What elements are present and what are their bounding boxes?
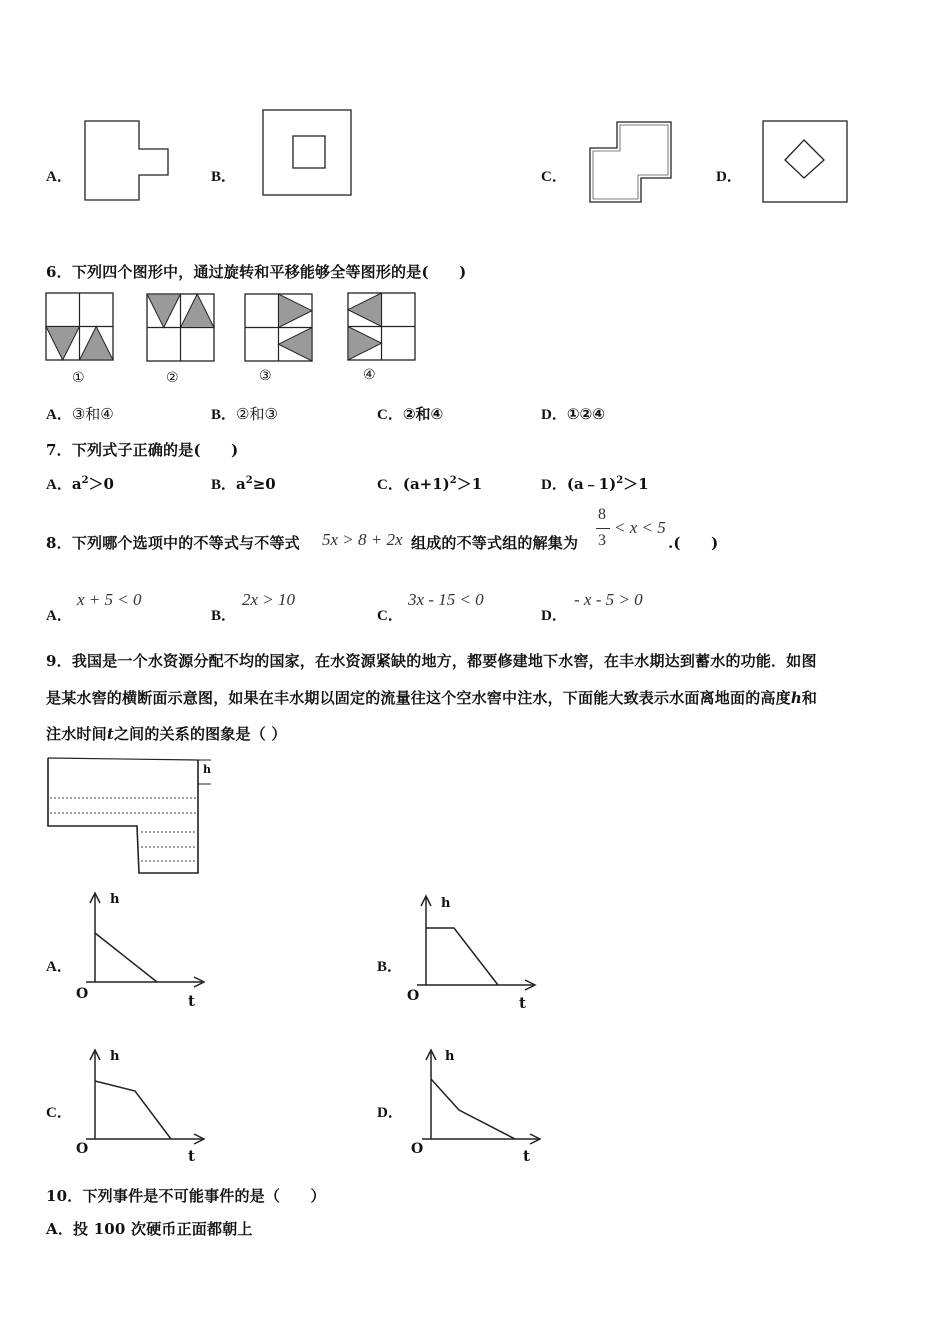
q6-figure-label-4: ④ [363, 367, 376, 383]
q7-option-c-base: (a+1) [402, 475, 450, 493]
q5-option-a-label: A． [46, 169, 72, 185]
q6-figure-label-3: ③ [259, 368, 272, 384]
q7-option-b-base: a [236, 475, 246, 493]
q6-option-d-text: ①②④ [566, 405, 605, 423]
q8-option-d-expr[interactable]: - x - 5 > 0 [574, 590, 643, 609]
q9-line-3-b: 之间的关系的图象是（ ） [113, 725, 287, 743]
q7-option-c-rest: ＞1 [456, 475, 483, 493]
q9-line-3-a: 注水时间 [46, 725, 107, 743]
t-shape-figure [84, 120, 174, 205]
diamond-in-square-figure [762, 120, 850, 204]
q7-option-b-rest: ≥0 [252, 475, 276, 493]
q6-figure-3 [244, 293, 314, 363]
q8-stem-prefix: 8．下列哪个选项中的不等式与不等式 [46, 534, 300, 552]
q7-option-b[interactable] [211, 473, 276, 494]
q9-line-2-a: 是某水窖的横断面示意图，如果在丰水期以固定的流量往这个空水窖中注水，下面能大致表示水面离地面的高度 [46, 689, 791, 707]
q8-option-c-expr[interactable]: 3x - 15 < 0 [408, 590, 484, 609]
q6-figure-1 [45, 292, 115, 362]
q9-graph-d-h: h [445, 1049, 455, 1064]
q8-frac-den: 3 [598, 532, 606, 549]
q8-frac-num: 8 [598, 506, 606, 523]
q6-figure-2 [146, 293, 216, 363]
square-in-square-figure [262, 109, 354, 197]
q9-line-1: 9．我国是一个水资源分配不均的国家，在水资源紧缺的地方，都要修建地下水窖，在丰水期达到蓄水的功能．如图 [46, 652, 817, 670]
q7-option-d-base: (a﹣1) [566, 475, 617, 493]
q5-option-d-label: D． [716, 169, 742, 185]
q6-option-d[interactable] [541, 403, 605, 424]
q8-frac-bar [596, 528, 610, 529]
q9-option-d-label[interactable]: D． [377, 1105, 403, 1121]
q9-graph-c-o: O [76, 1141, 89, 1157]
q7-option-d-rest: ＞1 [623, 475, 649, 493]
q9-graph-a-t: t [188, 992, 195, 1010]
q9-graph-a-h: h [110, 892, 120, 907]
q8-option-d-label: D． [541, 608, 567, 624]
q8-inequality: 5x > 8 + 2x [322, 530, 403, 549]
q7-option-d-exp: 2 [616, 475, 624, 486]
q9-diagram-h-label: h [203, 763, 211, 776]
q10-stem: 10．下列事件是不可能事件的是（ ） [46, 1187, 326, 1205]
q9-graph-c [78, 1045, 208, 1155]
q7-option-a-base: a [71, 475, 82, 493]
q6-option-a-text: ③和④ [71, 405, 114, 423]
q9-graph-d-t: t [523, 1147, 530, 1165]
offset-squares-figure [588, 121, 676, 207]
q6-option-a[interactable] [46, 403, 114, 424]
q6-figure-label-1: ① [72, 370, 85, 386]
q6-stem: 6．下列四个图形中，通过旋转和平移能够全等图形的是( ) [46, 263, 467, 281]
q7-option-d-label: D． [541, 477, 567, 493]
q9-graph-b [409, 893, 539, 1003]
q9-graph-a [78, 890, 208, 1000]
q6-option-b-text: ②和③ [236, 405, 278, 423]
q7-option-a-label: A． [46, 477, 72, 493]
q9-graph-b-t: t [519, 994, 526, 1012]
q9-line-2-b: 和 [801, 689, 818, 707]
q7-option-c-exp: 2 [449, 475, 457, 486]
q9-line-2-var: h [790, 689, 802, 707]
q10-option-a[interactable]: A．投 100 次硬币正面都朝上 [46, 1220, 253, 1238]
q9-graph-d [414, 1045, 544, 1155]
q9-graph-d-o: O [411, 1141, 424, 1157]
q9-graph-b-h: h [441, 896, 451, 911]
q9-option-c-label[interactable]: C． [46, 1105, 72, 1121]
q6-option-c[interactable] [377, 403, 443, 424]
q6-option-c-label: C． [377, 407, 403, 423]
q9-graph-c-h: h [110, 1049, 120, 1064]
q9-graph-b-o: O [407, 988, 420, 1004]
q9-line-2 [46, 687, 817, 708]
q9-graph-a-o: O [76, 986, 89, 1002]
q7-option-b-exp: 2 [245, 475, 253, 486]
q7-stem: 7．下列式子正确的是( ) [46, 441, 239, 459]
q8-solution-tail: < x < 5 [614, 518, 666, 537]
q6-option-c-text: ②和④ [402, 405, 444, 423]
q6-figure-label-2: ② [166, 370, 179, 386]
q8-option-c-label: C． [377, 608, 403, 624]
q6-option-a-label: A． [46, 407, 72, 423]
q7-option-b-label: B． [211, 477, 237, 493]
q8-option-a-expr[interactable]: x + 5 < 0 [77, 590, 142, 609]
q8-option-a-label: A． [46, 608, 72, 624]
q9-line-3-var: t [106, 725, 114, 743]
q9-graph-c-t: t [188, 1147, 195, 1165]
q6-option-b-label: B． [211, 407, 237, 423]
q7-option-a-rest: ＞0 [88, 475, 114, 493]
q7-option-d[interactable] [541, 473, 649, 494]
q7-option-a[interactable] [46, 473, 114, 494]
q5-option-b-label: B． [211, 169, 237, 185]
q8-stem-suffix: .( ) [668, 534, 719, 552]
q8-stem-middle: 组成的不等式组的解集为 [411, 534, 579, 552]
q6-option-d-label: D． [541, 407, 567, 423]
q9-option-a-label[interactable]: A． [46, 959, 72, 975]
q7-option-c-label: C． [377, 477, 403, 493]
q6-option-b[interactable] [211, 403, 278, 424]
q7-option-c[interactable] [377, 473, 482, 494]
q9-line-3 [46, 723, 287, 744]
q7-option-a-exp: 2 [81, 475, 89, 486]
q5-option-c-label: C． [541, 169, 567, 185]
q8-option-b-expr[interactable]: 2x > 10 [242, 590, 296, 609]
water-cellar-diagram [46, 757, 216, 879]
q6-figure-4 [347, 292, 417, 362]
q9-option-b-label[interactable]: B． [377, 959, 403, 975]
q8-option-b-label: B． [211, 608, 237, 624]
